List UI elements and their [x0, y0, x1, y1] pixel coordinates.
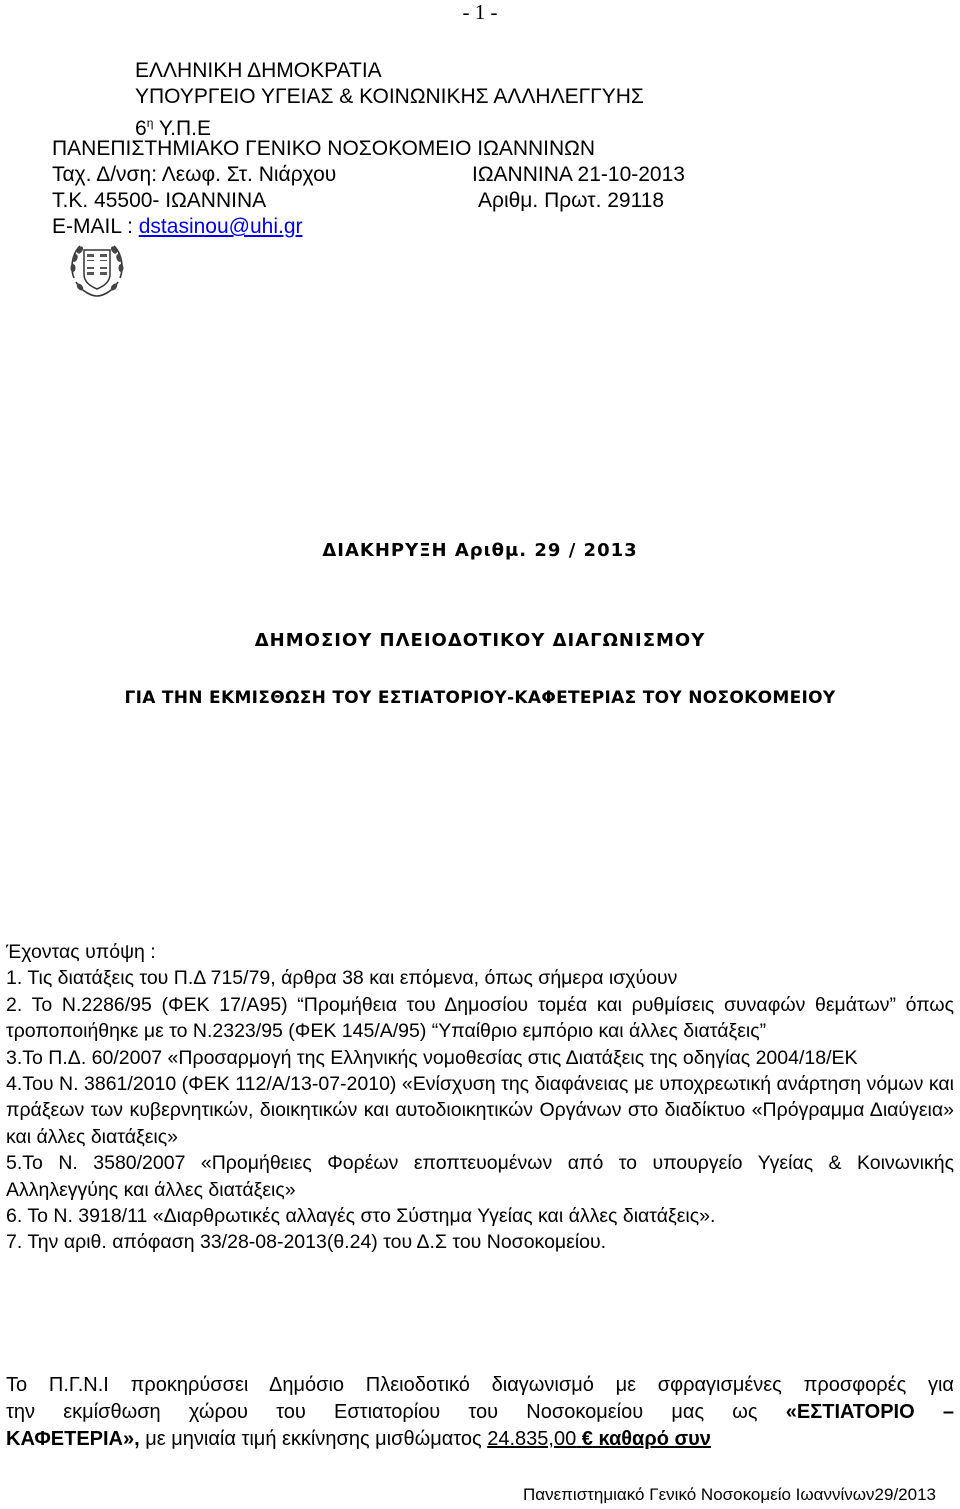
net-label: καθαρό συν: [598, 1428, 711, 1450]
tender-title: ΔΗΜΟΣΙΟΥ ΠΛΕΙΟΔΟΤΙΚΟΥ ΔΙΑΓΩΝΙΣΜΟΥ: [254, 630, 706, 651]
consideration-item-5: 5.Το Ν. 3580/2007 «Προμήθειες Φορέων εποπτευομένων από το υπουργείο Υγείας & Κοινωνικής Αλληλεγγύης και άλλες διατάξεις»: [6, 1152, 954, 1201]
considerations-intro: Έχοντας υπόψη :: [6, 941, 156, 963]
page-footer: Πανεπιστημιακό Γενικό Νοσοκομείο Ιωαννίνων29/2013: [523, 1485, 936, 1504]
header-country: ΕΛΛΗΝΙΚΗ ΔΗΜΟΚΡΑΤΙΑ: [135, 59, 382, 82]
header-address: Ταχ. Δ/νση: Λεωφ. Στ. Νιάρχου: [52, 163, 337, 186]
considerations-list: [6, 939, 954, 1256]
consideration-item-1: 1. Τις διατάξεις του Π.Δ 715/79, άρθρα 38 και επόμενα, όπως σήμερα ισχύουν: [6, 967, 678, 990]
consideration-item-3: 3.Το Π.Δ. 60/2007 «Προσαρμογή της Ελληνικής νομοθεσίας στις Διατάξεις της οδηγίας 2004/18/ΕΚ: [6, 1046, 858, 1069]
consideration-item-6: 6. Το Ν. 3918/11 «Διαρθρωτικές αλλαγές στο Σύστημα Υγείας και άλλες διατάξεις».: [6, 1205, 716, 1228]
euro-sign: €: [581, 1428, 593, 1450]
announcement-line-1: Το Π.Γ.Ν.Ι προκηρύσσει Δημόσιο Πλειοδοτικό διαγωνισμό με σφραγισμένες προσφορές για: [6, 1374, 954, 1396]
consideration-item-7: 7. Την αριθ. απόφαση 33/28-08-2013(θ.24) του Δ.Σ του Νοσοκομείου.: [6, 1231, 607, 1254]
header-health-region: $6^\eta$ Υ.Π.Ε: [135, 116, 211, 140]
email-link[interactable]: dstasinou@uhi.gr: [138, 215, 303, 238]
rent-amount: 24.835,00: [487, 1428, 577, 1450]
header-email: E-MAIL : dstasinou@uhi.gr: [52, 215, 303, 238]
declaration-title: ΔΙΑΚΗΡΥΞΗ Αριθμ. 29 / 2013: [322, 540, 638, 561]
announcement-paragraph: [6, 1372, 954, 1453]
header-date: ΙΩΑΝΝΙΝΑ 21-10-2013: [472, 163, 685, 186]
header-ministry: ΥΠΟΥΡΓΕΙΟ ΥΓΕΙΑΣ & ΚΟΙΝΩΝΙΚΗΣ ΑΛΛΗΛΕΓΓΥΗΣ: [135, 85, 644, 108]
header-protocol-number: Αριθμ. Πρωτ. 29118: [478, 189, 665, 212]
subject-title: ΓΙΑ ΤΗΝ ΕΚΜΙΣΘΩΣΗ ΤΟΥ ΕΣΤΙΑΤΟΡΙΟΥ-ΚΑΦΕΤΕΡΙΑΣ ΤΟΥ ΝΟΣΟΚΟΜΕΙΟΥ: [124, 688, 836, 708]
announcement-line-2: την εκμίσθωση χώρου του Εστιατορίου του Νοσοκομείου μας ως «ΕΣΤΙΑΤΟΡΙΟ –: [6, 1401, 954, 1423]
page-number: - 1 -: [462, 0, 498, 24]
consideration-item-2: 2. Το Ν.2286/95 (ΦΕΚ 17/Α95) “Προμήθεια του Δημοσίου τομέα και ρυθμίσεις συναφών θεμάτων” όπως τροποποιήθηκε με το Ν.2323/95 (ΦΕΚ 145/Α/95) “Υπαίθριο εμπόριο και άλλες διατάξεις”: [6, 993, 954, 1043]
consideration-item-4: 4.Του Ν. 3861/2010 (ΦΕΚ 112/Α/13-07-2010) «Ενίσχυση της διαφάνειας με υποχρεωτική ανάρτηση νόμων και πράξεων των κυβερνητικών, διοικητικών και αυτοδιοικητικών Οργάνων στο διαδίκτυο «Πρόγραμμα Διαύγεια» και άλλες διατάξεις»: [6, 1073, 954, 1148]
greek-coat-of-arms-icon: [66, 238, 128, 300]
header-hospital: ΠΑΝΕΠΙΣΤΗΜΙΑΚΟ ΓΕΝΙΚΟ ΝΟΣΟΚΟΜΕΙΟ ΙΩΑΝΝΙΝΩΝ: [52, 137, 596, 160]
header-postal-code: Τ.Κ. 45500- ΙΩΑΝΝΙΝΑ: [52, 189, 267, 212]
announcement-line-3: ΚΑΦΕΤΕΡΙΑ», με μηνιαία τιμή εκκίνησης μισθώματος 24.835,00 € καθαρό συν: [6, 1428, 711, 1450]
